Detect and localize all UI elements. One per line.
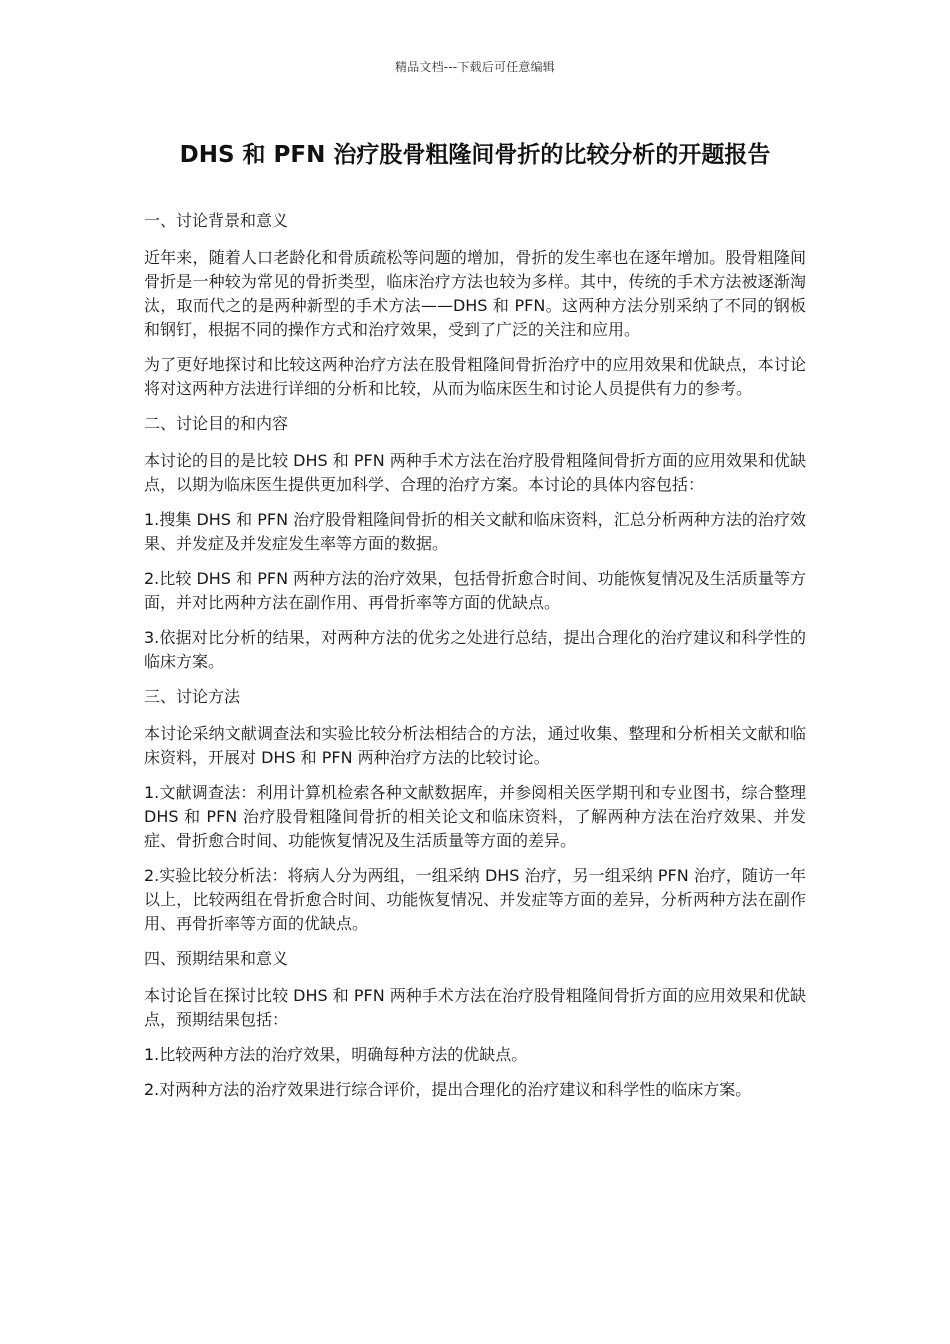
section-heading: 三、讨论方法: [144, 687, 241, 706]
paragraph: 本讨论的目的是比较 DHS 和 PFN 两种手术方法在治疗股骨粗隆间骨折方面的应用效果和优缺点，以期为临床医生提供更加科学、合理的治疗方案。本讨论的具体内容包括：: [144, 451, 806, 494]
list-item: 1.文献调查法：利用计算机检索各种文献数据库，并参阅相关医学期刊和专业图书，综合整理 DHS 和 PFN 治疗股骨粗隆间骨折的相关论文和临床资料，了解两种方法在治疗效果、并发症、骨折愈合时间、功能恢复情况及生活质量等方面的差异。: [144, 783, 806, 850]
document-title: DHS 和 PFN 治疗股骨粗隆间骨折的比较分析的开题报告: [179, 142, 771, 168]
section-heading: 四、预期结果和意义: [144, 949, 289, 968]
section-heading: 二、讨论目的和内容: [144, 414, 289, 433]
paragraph: 近年来，随着人口老龄化和骨质疏松等问题的增加，骨折的发生率也在逐年增加。股骨粗隆间骨折是一种较为常见的骨折类型，临床治疗方法也较为多样。其中，传统的手术方法被逐渐淘汰，取而代之的是两种新型的手术方法——DHS 和 PFN。这两种方法分别采纳了不同的钢板和钢钉，根据不同的操作方式和治疗效果，受到了广泛的关注和应用。: [144, 248, 806, 339]
list-item: 1.比较两种方法的治疗效果，明确每种方法的优缺点。: [144, 1045, 528, 1064]
list-item: 2.实验比较分析法：将病人分为两组，一组采纳 DHS 治疗，另一组采纳 PFN 治疗，随访一年以上，比较两组在骨折愈合时间、功能恢复情况、并发症等方面的差异，分析两种方法在副作用、再骨折率等方面的优缺点。: [144, 866, 806, 933]
paragraph: 本讨论采纳文献调查法和实验比较分析法相结合的方法，通过收集、整理和分析相关文献和临床资料，开展对 DHS 和 PFN 两种治疗方法的比较讨论。: [144, 724, 806, 767]
list-item: 2.对两种方法的治疗效果进行综合评价，提出合理化的治疗建议和科学性的临床方案。: [144, 1080, 752, 1099]
paragraph: 本讨论旨在探讨比较 DHS 和 PFN 两种手术方法在治疗股骨粗隆间骨折方面的应用效果和优缺点，预期结果包括：: [144, 986, 806, 1029]
list-item: 1.搜集 DHS 和 PFN 治疗股骨粗隆间骨折的相关文献和临床资料，汇总分析两种方法的治疗效果、并发症及并发症发生率等方面的数据。: [144, 510, 806, 553]
list-item: 2.比较 DHS 和 PFN 两种方法的治疗效果，包括骨折愈合时间、功能恢复情况及生活质量等方面，并对比两种方法在副作用、再骨折率等方面的优缺点。: [144, 569, 806, 612]
document-body: [144, 209, 806, 1113]
section-heading: 一、讨论背景和意义: [144, 211, 289, 230]
header-watermark: 精品文档---下载后可任意编辑: [395, 60, 555, 74]
list-item: 3.依据对比分析的结果，对两种方法的优劣之处进行总结，提出合理化的治疗建议和科学性的临床方案。: [144, 628, 806, 671]
paragraph: 为了更好地探讨和比较这两种治疗方法在股骨粗隆间骨折治疗中的应用效果和优缺点，本讨论将对这两种方法进行详细的分析和比较，从而为临床医生和讨论人员提供有力的参考。: [144, 355, 806, 398]
